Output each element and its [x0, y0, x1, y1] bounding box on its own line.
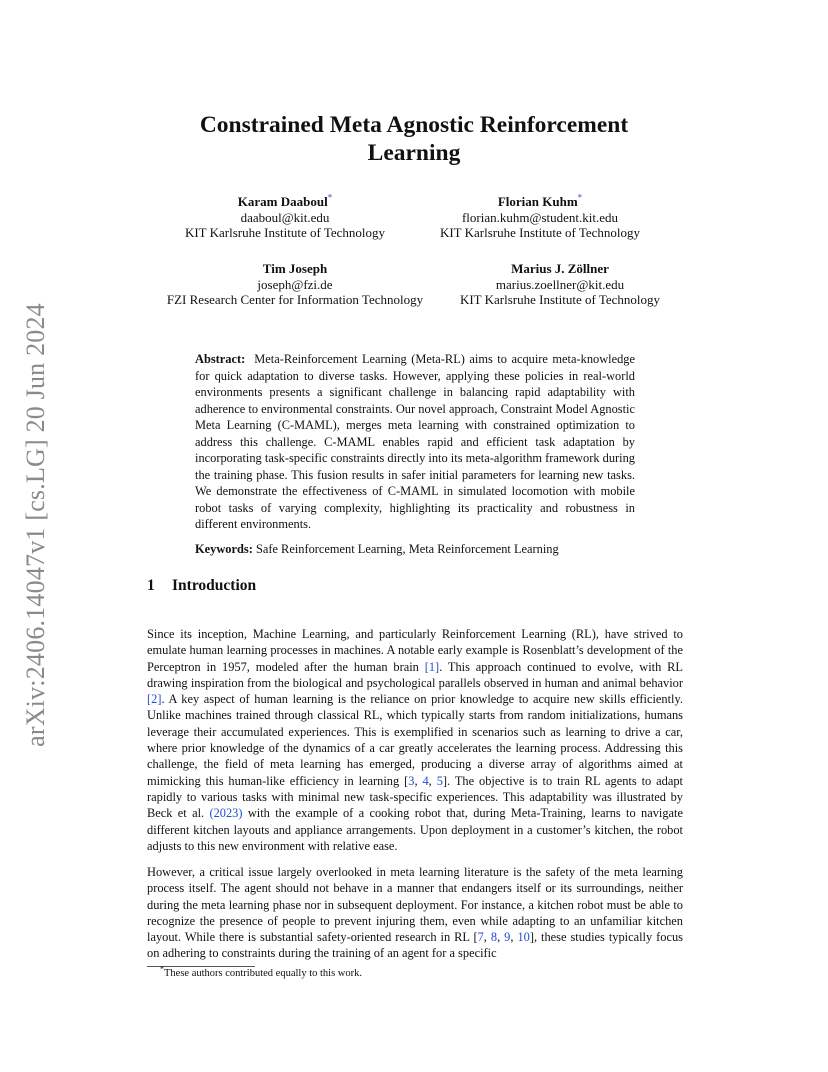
- author-email: joseph@fzi.de: [257, 276, 333, 292]
- intro-paragraph-2: [147, 864, 683, 962]
- author-affiliation: KIT Karlsruhe Institute of Technology: [439, 225, 641, 240]
- author-email: florian.kuhm@student.kit.edu: [461, 209, 619, 225]
- keywords-label: Keywords:: [195, 542, 253, 556]
- author-name: Marius J. Zöllner: [511, 261, 609, 276]
- footnote-text: These authors contributed equally to this work.: [164, 968, 362, 979]
- paragraph-text: ]. The objective is to train RL agents to adapt rapidly to various tasks with minimal new task-specific experiences. This adaptability was illustrated by Beck et al.: [147, 773, 683, 821]
- author-block-2: [415, 194, 665, 241]
- citation-link[interactable]: 7: [477, 930, 484, 945]
- citation-link[interactable]: 4: [422, 773, 429, 788]
- citation-separator: ,: [414, 773, 423, 788]
- citation-link[interactable]: 10: [517, 930, 530, 945]
- citation-separator: ,: [510, 930, 518, 945]
- author-email: marius.zoellner@kit.edu: [495, 276, 625, 292]
- footnote-mark: *: [160, 964, 164, 974]
- paragraph-text: Since its inception, Machine Learning, and particularly Reinforcement Learning (RL), have strived to emulate human learning processes in machines. A notable early example is Rosenblatt’s development of the Perceptron in 1957, modeled after the human brain: [147, 627, 683, 674]
- author-block-4: [440, 261, 680, 308]
- author-affiliation: KIT Karlsruhe Institute of Technology: [184, 225, 386, 240]
- section-title: Introduction: [172, 577, 257, 594]
- author-name: Karam Daaboul: [237, 194, 328, 209]
- section-number: 1: [147, 577, 155, 594]
- author-name: Florian Kuhm: [497, 194, 578, 209]
- abstract-label: Abstract:: [195, 352, 246, 366]
- citation-separator: ,: [428, 773, 437, 788]
- author-block-1: [150, 194, 420, 241]
- author-block-3: [150, 261, 440, 308]
- equal-contribution-mark[interactable]: *: [327, 192, 333, 203]
- abstract: [195, 351, 635, 533]
- citation-link[interactable]: 5: [436, 773, 443, 788]
- citation-link[interactable]: 8: [490, 930, 498, 945]
- equal-contribution-mark[interactable]: *: [577, 192, 583, 203]
- citation-link[interactable]: (2023): [209, 806, 243, 821]
- citation-separator: ,: [483, 930, 491, 945]
- arxiv-identifier: arXiv:2406.14047v1 [cs.LG] 20 Jun 2024: [21, 303, 50, 747]
- author-name: Tim Joseph: [262, 261, 328, 276]
- footnote: [160, 964, 362, 979]
- intro-paragraph-1: [147, 626, 683, 854]
- paragraph-text: . This approach continued to evolve, with RL drawing inspiration from the biological and psychological parallels observed in human and animal behavior: [147, 659, 683, 690]
- arxiv-sidebar-stamp: [8, 290, 64, 760]
- author-email: daaboul@kit.edu: [240, 209, 330, 225]
- author-affiliation: KIT Karlsruhe Institute of Technology: [459, 292, 661, 307]
- citation-separator: ,: [497, 930, 505, 945]
- citation-link[interactable]: 9: [504, 930, 511, 945]
- citation-link[interactable]: [2]: [147, 692, 162, 707]
- author-affiliation: FZI Research Center for Information Technology: [166, 292, 424, 307]
- citation-link[interactable]: 3: [408, 773, 415, 788]
- paragraph-text: . A key aspect of human learning is the reliance on prior knowledge to acquire new skills efficiently. Unlike machines trained through classical RL, which typically starts from random initializations, humans leverage their accumulated experiences. This is exemplified in scenarios such as learning to drive a car, where prior knowledge of the dynamics of a car greatly accelerates the learning process. Addressing this challenge, the field of meta learning has emerged, producing a diverse array of algorithms aimed at mimicking this human-like efficiency in learning [: [147, 692, 683, 788]
- keywords-text: Safe Reinforcement Learning, Meta Reinforcement Learning: [255, 542, 559, 556]
- keywords: [195, 542, 635, 557]
- paragraph-text: ], these studies typically focus on adhering to constraints during the training of an agent for a specific: [147, 930, 684, 961]
- section-heading: [147, 577, 256, 595]
- citation-link[interactable]: [1]: [424, 659, 440, 674]
- paragraph-text: However, a critical issue largely overlooked in meta learning literature is the safety of the meta learning process itself. The agent should not behave in a manner that endangers itself or its surroundings, neither during the meta learning phase nor in subsequent deployment. For instance, a kitchen robot must be able to recognize the presence of people to prevent injuring them, even while adapting to an unfamiliar kitchen layout. While there is substantial safety-oriented research in RL [: [147, 865, 683, 945]
- paragraph-text: with the example of a cooking robot that, during Meta-Training, learns to navigate different kitchen layouts and appliance arrangements. Upon deployment in a customer’s kitchen, the robot adjusts to this new environment with relative ease.: [147, 806, 684, 853]
- paper-title: Constrained Meta Agnostic Reinforcement Learning: [199, 112, 629, 166]
- abstract-text: Meta-Reinforcement Learning (Meta-RL) aims to acquire meta-knowledge for quick adaptation to diverse tasks. However, applying these policies in real-world environments presents a significant challenge in balancing rapid adaptability with adherence to environmental constraints. Our novel approach, Constraint Model Agnostic Meta Learning (C-MAML), merges meta learning with constrained optimization to address this challenge. C-MAML enables rapid and efficient task adaptation by incorporating task-specific constraints directly into its meta-algorithm framework during the training phase. This fusion results in safer initial parameters for learning new tasks. We demonstrate the effectiveness of C-MAML in simulated locomotion with mobile robot tasks of varying complexity, highlighting its practicality and robustness in different environments.: [195, 352, 635, 531]
